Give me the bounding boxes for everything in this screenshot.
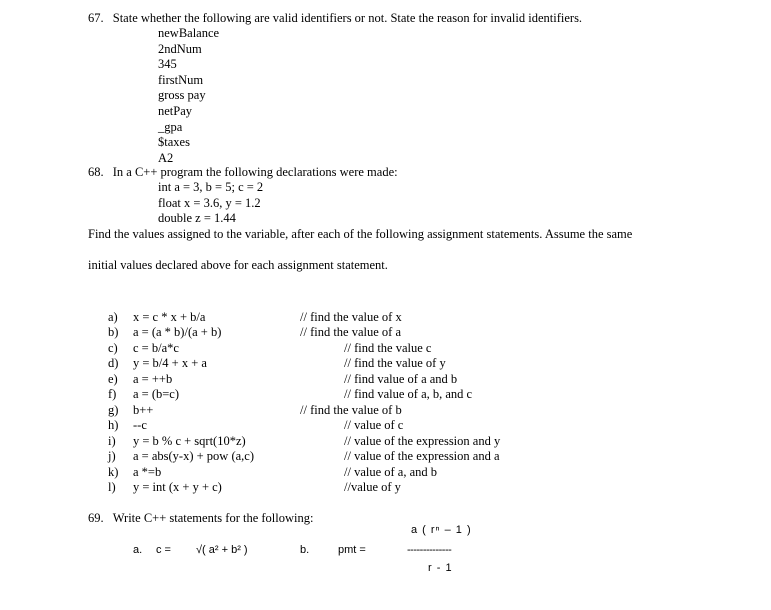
identifier-item: 345 — [158, 57, 177, 72]
statement-code: x = c * x + b/a — [133, 310, 206, 324]
statement-comment: // value of the expression and a — [344, 449, 500, 464]
q69-part-b-numerator: a ( rⁿ – 1 ) — [411, 524, 472, 536]
identifier-item: firstNum — [158, 72, 204, 87]
identifier-item: gross pay — [158, 88, 206, 103]
identifier-item: netPay — [158, 104, 193, 118]
statement-letter: i) — [108, 433, 116, 448]
q67-text: State whether the following are valid identifiers or not. State the reason for invalid identifiers. — [112, 11, 583, 25]
identifier-item: $taxes — [158, 135, 190, 150]
q68-question — [88, 165, 398, 181]
statement-comment: // value of c — [344, 418, 404, 433]
statement-letter: e) — [108, 371, 118, 386]
statement-comment: // find the value of b — [300, 402, 402, 417]
statement-letter: b) — [108, 325, 119, 340]
q67-number: 67. — [88, 11, 104, 25]
statement-comment: // value of a, and b — [344, 464, 438, 479]
statement-comment: // value of the expression and y — [344, 433, 501, 448]
statement-code: y = b % c + sqrt(10*z) — [133, 433, 246, 448]
statement-letter: h) — [108, 418, 119, 433]
q69-number: 69. — [88, 511, 104, 525]
identifier-item: A2 — [158, 150, 174, 165]
q69-part-b-label: b. — [300, 544, 310, 556]
q69-part-b-lhs: pmt = — [338, 544, 366, 556]
q68-instruction-line1: Find the values assigned to the variable, after each of the following assignment statements. Assume the same — [88, 227, 633, 241]
statement-comment: // find value of a, b, and c — [344, 387, 473, 402]
identifier-item: 2ndNum — [158, 41, 202, 56]
declaration-line: int a = 3, b = 5; c = 2 — [158, 180, 264, 194]
statement-code: a = ++b — [133, 371, 173, 386]
statement-letter: j) — [108, 449, 116, 464]
q69-part-b-denominator: r - 1 — [428, 562, 453, 574]
q69-part-a-lhs: c = — [156, 544, 171, 556]
q68-instruction-line2: initial values declared above for each assignment statement. — [88, 258, 388, 272]
statement-comment: // find the value of y — [344, 356, 446, 371]
q68-text: In a C++ program the following declarations were made: — [112, 165, 398, 179]
statement-letter: a) — [108, 310, 118, 324]
statement-comment: // find value of a and b — [344, 371, 458, 386]
statement-code: a = (a * b)/(a + b) — [133, 325, 222, 340]
statement-code: --c — [133, 418, 147, 433]
declaration-line: float x = 3.6, y = 1.2 — [158, 195, 261, 210]
identifier-item: newBalance — [158, 26, 220, 40]
statement-comment: // find the value c — [344, 340, 432, 355]
statement-code: y = b/4 + x + a — [133, 356, 207, 371]
declaration-line: double z = 1.44 — [158, 211, 236, 225]
statement-comment: // find the value of x — [300, 310, 402, 324]
q69-text: Write C++ statements for the following: — [112, 511, 314, 525]
q69-question — [88, 511, 313, 527]
q67-question — [88, 11, 582, 27]
q68-number: 68. — [88, 165, 104, 179]
statement-code: a = abs(y-x) + pow (a,c) — [133, 449, 254, 464]
q69-part-a-label: a. — [133, 544, 143, 556]
statement-code: c = b/a*c — [133, 340, 179, 355]
q69-part-b-fraction-bar: -------------- — [407, 544, 452, 556]
q69-part-a-expression: √( a² + b² ) — [196, 544, 248, 556]
statement-code: a = (b=c) — [133, 387, 180, 402]
identifier-item: _gpa — [158, 119, 183, 134]
statement-code: y = int (x + y + c) — [133, 479, 222, 494]
statement-letter: g) — [108, 402, 119, 417]
statement-letter: f) — [108, 387, 117, 402]
statement-letter: c) — [108, 340, 118, 355]
statement-comment: //value of y — [344, 479, 401, 494]
statement-letter: k) — [108, 464, 119, 479]
statement-code: b++ — [133, 402, 154, 417]
statement-letter: l) — [108, 479, 116, 494]
statement-comment: // find the value of a — [300, 325, 402, 340]
statement-code: a *=b — [133, 464, 162, 479]
statement-letter: d) — [108, 356, 119, 371]
